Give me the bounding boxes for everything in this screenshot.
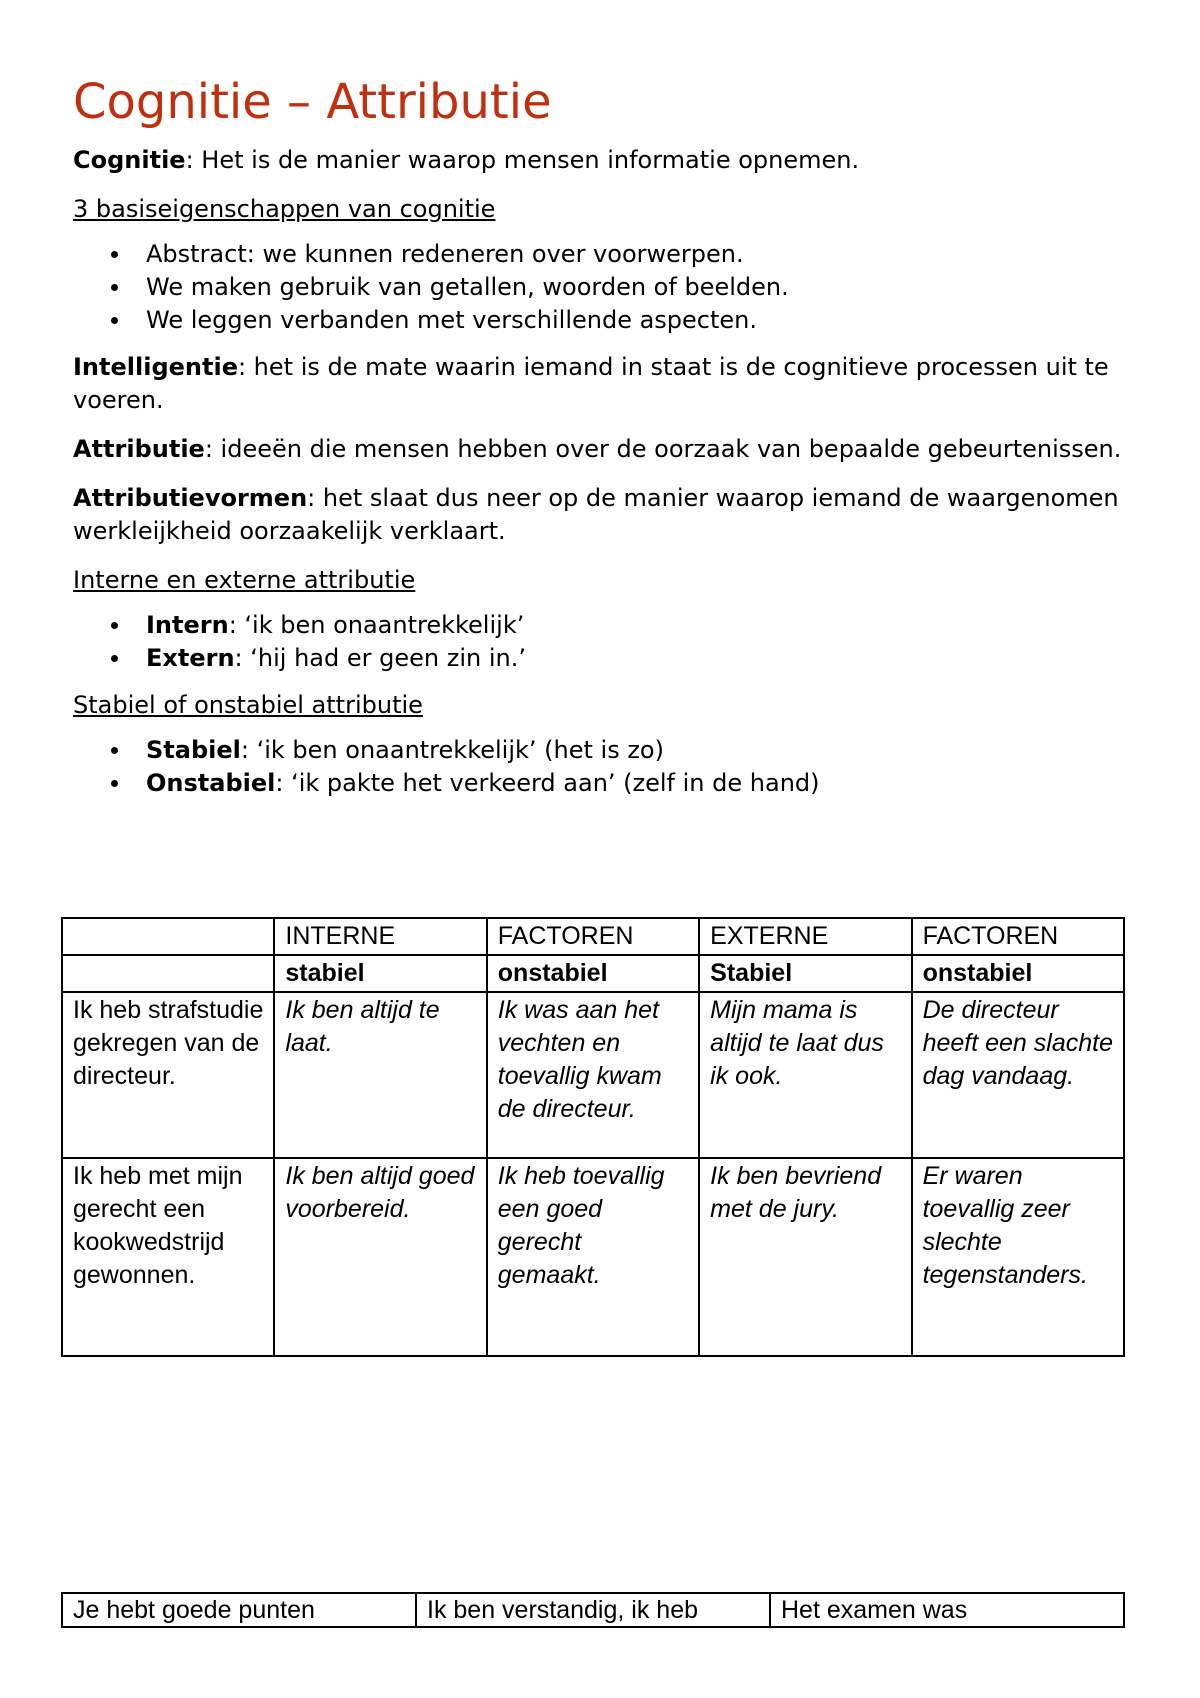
- table-cell: De directeur heeft een slachte dag vandaag.: [912, 992, 1124, 1158]
- document-content: [73, 72, 1133, 814]
- list-item: [73, 642, 1133, 675]
- attributievormen-text: : het slaat dus neer op de manier waarop iemand de waargenomen werkleijkheid oorzaakelijk verklaart.: [73, 484, 1119, 545]
- basis-list: [73, 238, 1133, 337]
- table-cell: Ik ben bevriend met de jury.: [699, 1158, 911, 1356]
- attributie-definition: [73, 433, 1133, 466]
- attribution-table: [61, 917, 1125, 1357]
- item-text: : ‘ik pakte het verkeerd aan’ (zelf in de hand): [275, 769, 820, 797]
- table-cell: Mijn mama is altijd te laat dus ik ook.: [699, 992, 911, 1158]
- table-cell: Ik was aan het vechten en toevallig kwam de directeur.: [487, 992, 699, 1158]
- table-cell: Ik heb toevallig een goed gerecht gemaakt.: [487, 1158, 699, 1356]
- intelligentie-text: : het is de mate waarin iemand in staat is de cognitieve processen uit te voeren.: [73, 353, 1109, 414]
- table-subheader-row: [62, 955, 1124, 992]
- list-item: [73, 734, 1133, 767]
- table-row: [62, 1593, 1124, 1627]
- intern-extern-heading: Interne en externe attributie: [73, 566, 416, 594]
- term-intelligentie: Intelligentie: [73, 353, 238, 381]
- table-row: [62, 1158, 1124, 1356]
- table-cell: Ik ben altijd goed voorbereid.: [274, 1158, 486, 1356]
- table-cell: stabiel: [274, 955, 486, 992]
- cognitie-definition: [73, 144, 1133, 177]
- stabiel-list: [73, 734, 1133, 800]
- list-item: We leggen verbanden met verschillende aspecten.: [73, 304, 1133, 337]
- table-cell: EXTERNE: [699, 918, 911, 955]
- bottom-table: [61, 1592, 1125, 1628]
- table-header-row: [62, 918, 1124, 955]
- list-item: [73, 767, 1133, 800]
- table-cell: INTERNE: [274, 918, 486, 955]
- intelligentie-definition: [73, 351, 1133, 417]
- table-cell: FACTOREN: [912, 918, 1124, 955]
- item-text: : ‘hij had er geen zin in.’: [234, 644, 526, 672]
- table-cell: onstabiel: [487, 955, 699, 992]
- table-cell: Het examen was: [770, 1593, 1124, 1627]
- term-cognitie: Cognitie: [73, 146, 186, 174]
- table-cell: Er waren toevallig zeer slechte tegenstanders.: [912, 1158, 1124, 1356]
- table-cell: Stabiel: [699, 955, 911, 992]
- list-item: [73, 609, 1133, 642]
- term-extern: Extern: [146, 644, 235, 672]
- table-cell: Ik ben verstandig, ik heb: [416, 1593, 770, 1627]
- page-title: Cognitie – Attributie: [73, 74, 552, 130]
- table-cell: Je hebt goede punten: [62, 1593, 416, 1627]
- term-stabiel: Stabiel: [146, 736, 241, 764]
- attributie-text: : ideeën die mensen hebben over de oorzaak van bepaalde gebeurtenissen.: [204, 435, 1122, 463]
- table-cell: Ik heb met mijn gerecht een kookwedstrijd gewonnen.: [62, 1158, 274, 1356]
- term-onstabiel: Onstabiel: [146, 769, 276, 797]
- table-cell: [62, 918, 274, 955]
- list-item: We maken gebruik van getallen, woorden of beelden.: [73, 271, 1133, 304]
- table-cell: onstabiel: [912, 955, 1124, 992]
- cognitie-text: : Het is de manier waarop mensen informatie opnemen.: [185, 146, 860, 174]
- list-item: Abstract: we kunnen redeneren over voorwerpen.: [73, 238, 1133, 271]
- intern-extern-list: [73, 609, 1133, 675]
- item-text: : ‘ik ben onaantrekkelijk’ (het is zo): [240, 736, 664, 764]
- table-cell: FACTOREN: [487, 918, 699, 955]
- term-attributievormen: Attributievormen: [73, 484, 308, 512]
- term-intern: Intern: [146, 611, 229, 639]
- table-row: [62, 992, 1124, 1158]
- stabiel-heading: Stabiel of onstabiel attributie: [73, 691, 423, 719]
- basis-heading: 3 basiseigenschappen van cognitie: [73, 195, 496, 223]
- item-text: : ‘ik ben onaantrekkelijk’: [228, 611, 525, 639]
- attributievormen-definition: [73, 482, 1133, 548]
- table-cell: Ik heb strafstudie gekregen van de directeur.: [62, 992, 274, 1158]
- table-cell: [62, 955, 274, 992]
- table-cell: Ik ben altijd te laat.: [274, 992, 486, 1158]
- term-attributie: Attributie: [73, 435, 205, 463]
